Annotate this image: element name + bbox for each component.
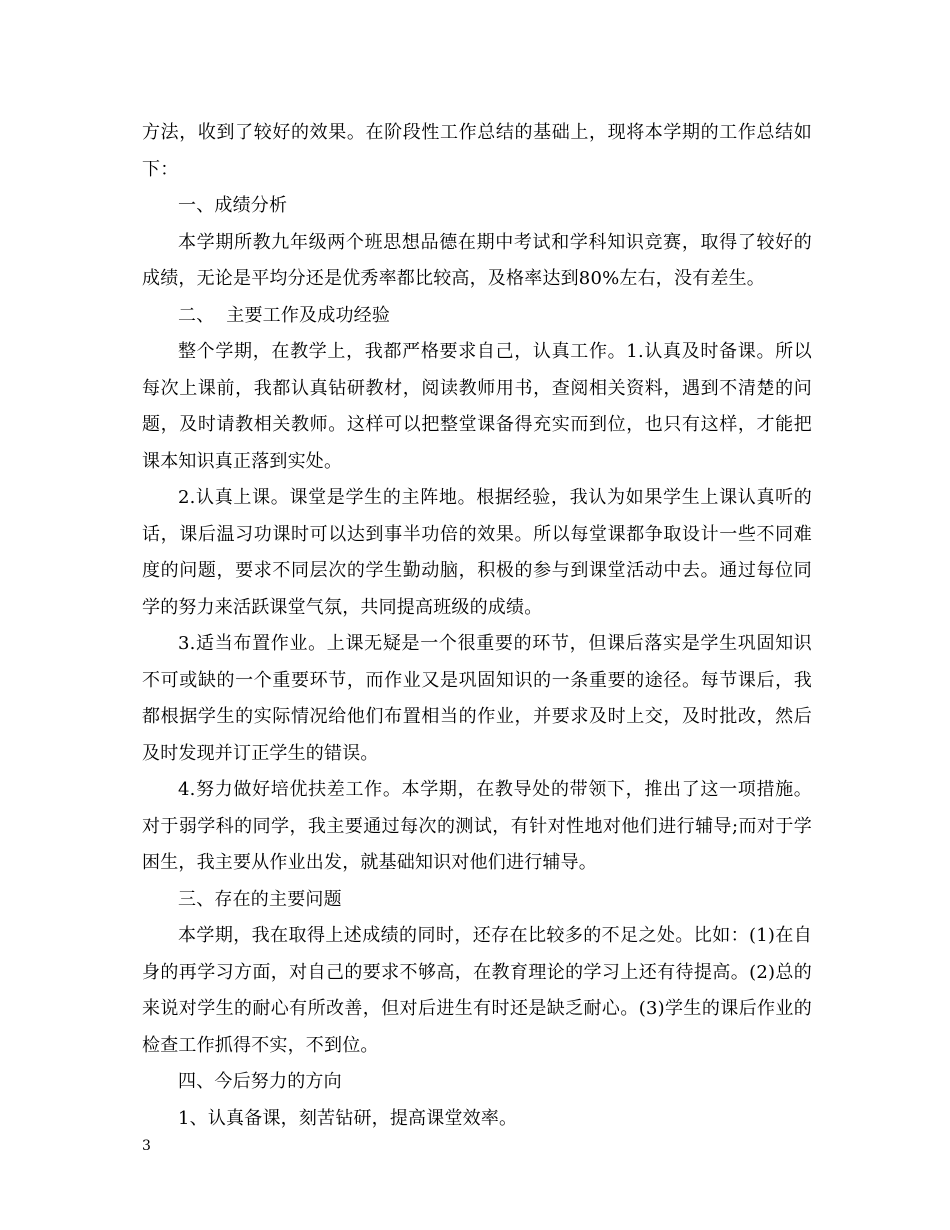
paragraph-future-item-1: 1、认真备课，刻苦钻研，提高课堂效率。 (178, 1107, 518, 1129)
paragraph-achievement: 本学期所教九年级两个班思想品德在期中考试和学科知识竞赛，取得了较好的成绩，无论是平均分还是优秀率都比较高，及格率达到80%左右，没有差生。 (142, 231, 812, 289)
section-heading-main-work: 二、 主要工作及成功经验 (178, 304, 391, 326)
section-heading-problems: 三、存在的主要问题 (178, 888, 342, 910)
paragraph-lesson-preparation: 整个学期，在教学上，我都严格要求自己，认真工作。1.认真及时备课。所以每次上课前，我都认真钻研教材，阅读教师用书，查阅相关资料，遇到不清楚的问题，及时请教相关教师。这样可以把整堂课备得充实而到位，也只有这样，才能把课本知识真正落到实处。 (142, 341, 812, 472)
paragraph-continuation: 方法，收到了较好的效果。在阶段性工作总结的基础上，现将本学期的工作总结如下： (142, 122, 812, 180)
paragraph-homework: 3.适当布置作业。上课无疑是一个很重要的环节，但课后落实是学生巩固知识不可或缺的一个重要环节，而作业又是巩固知识的一条重要的途径。每节课后，我都根据学生的实际情况给他们布置相当的作业，并要求及时上交，及时批改，然后及时发现并订正学生的错误。 (142, 633, 812, 764)
section-heading-achievement-analysis: 一、成绩分析 (178, 195, 288, 216)
document-body (142, 115, 812, 1137)
paragraph-problems: 本学期，我在取得上述成绩的同时，还存在比较多的不足之处。比如：(1)在自身的再学习方面，对自己的要求不够高，在教育理论的学习上还有待提高。(2)总的来说对学生的耐心有所改善，但对后进生有时还是缺乏耐心。(3)学生的课后作业的检查工作抓得不实，不到位。 (142, 925, 812, 1056)
paragraph-tutoring: 4.努力做好培优扶差工作。本学期，在教导处的带领下，推出了这一项措施。对于弱学科的同学，我主要通过每次的测试，有针对性地对他们进行辅导;而对于学困生，我主要从作业出发，就基础知识对他们进行辅导。 (142, 779, 812, 873)
section-heading-future-direction: 四、今后努力的方向 (178, 1071, 342, 1092)
page-number: 3 (142, 1138, 151, 1154)
paragraph-teaching: 2.认真上课。课堂是学生的主阵地。根据经验，我认为如果学生上课认真听的话，课后温习功课时可以达到事半功倍的效果。所以每堂课都争取设计一些不同难度的问题，要求不同层次的学生勤动脑，积极的参与到课堂活动中去。通过每位同学的努力来活跃课堂气氛，共同提高班级的成绩。 (142, 487, 812, 618)
